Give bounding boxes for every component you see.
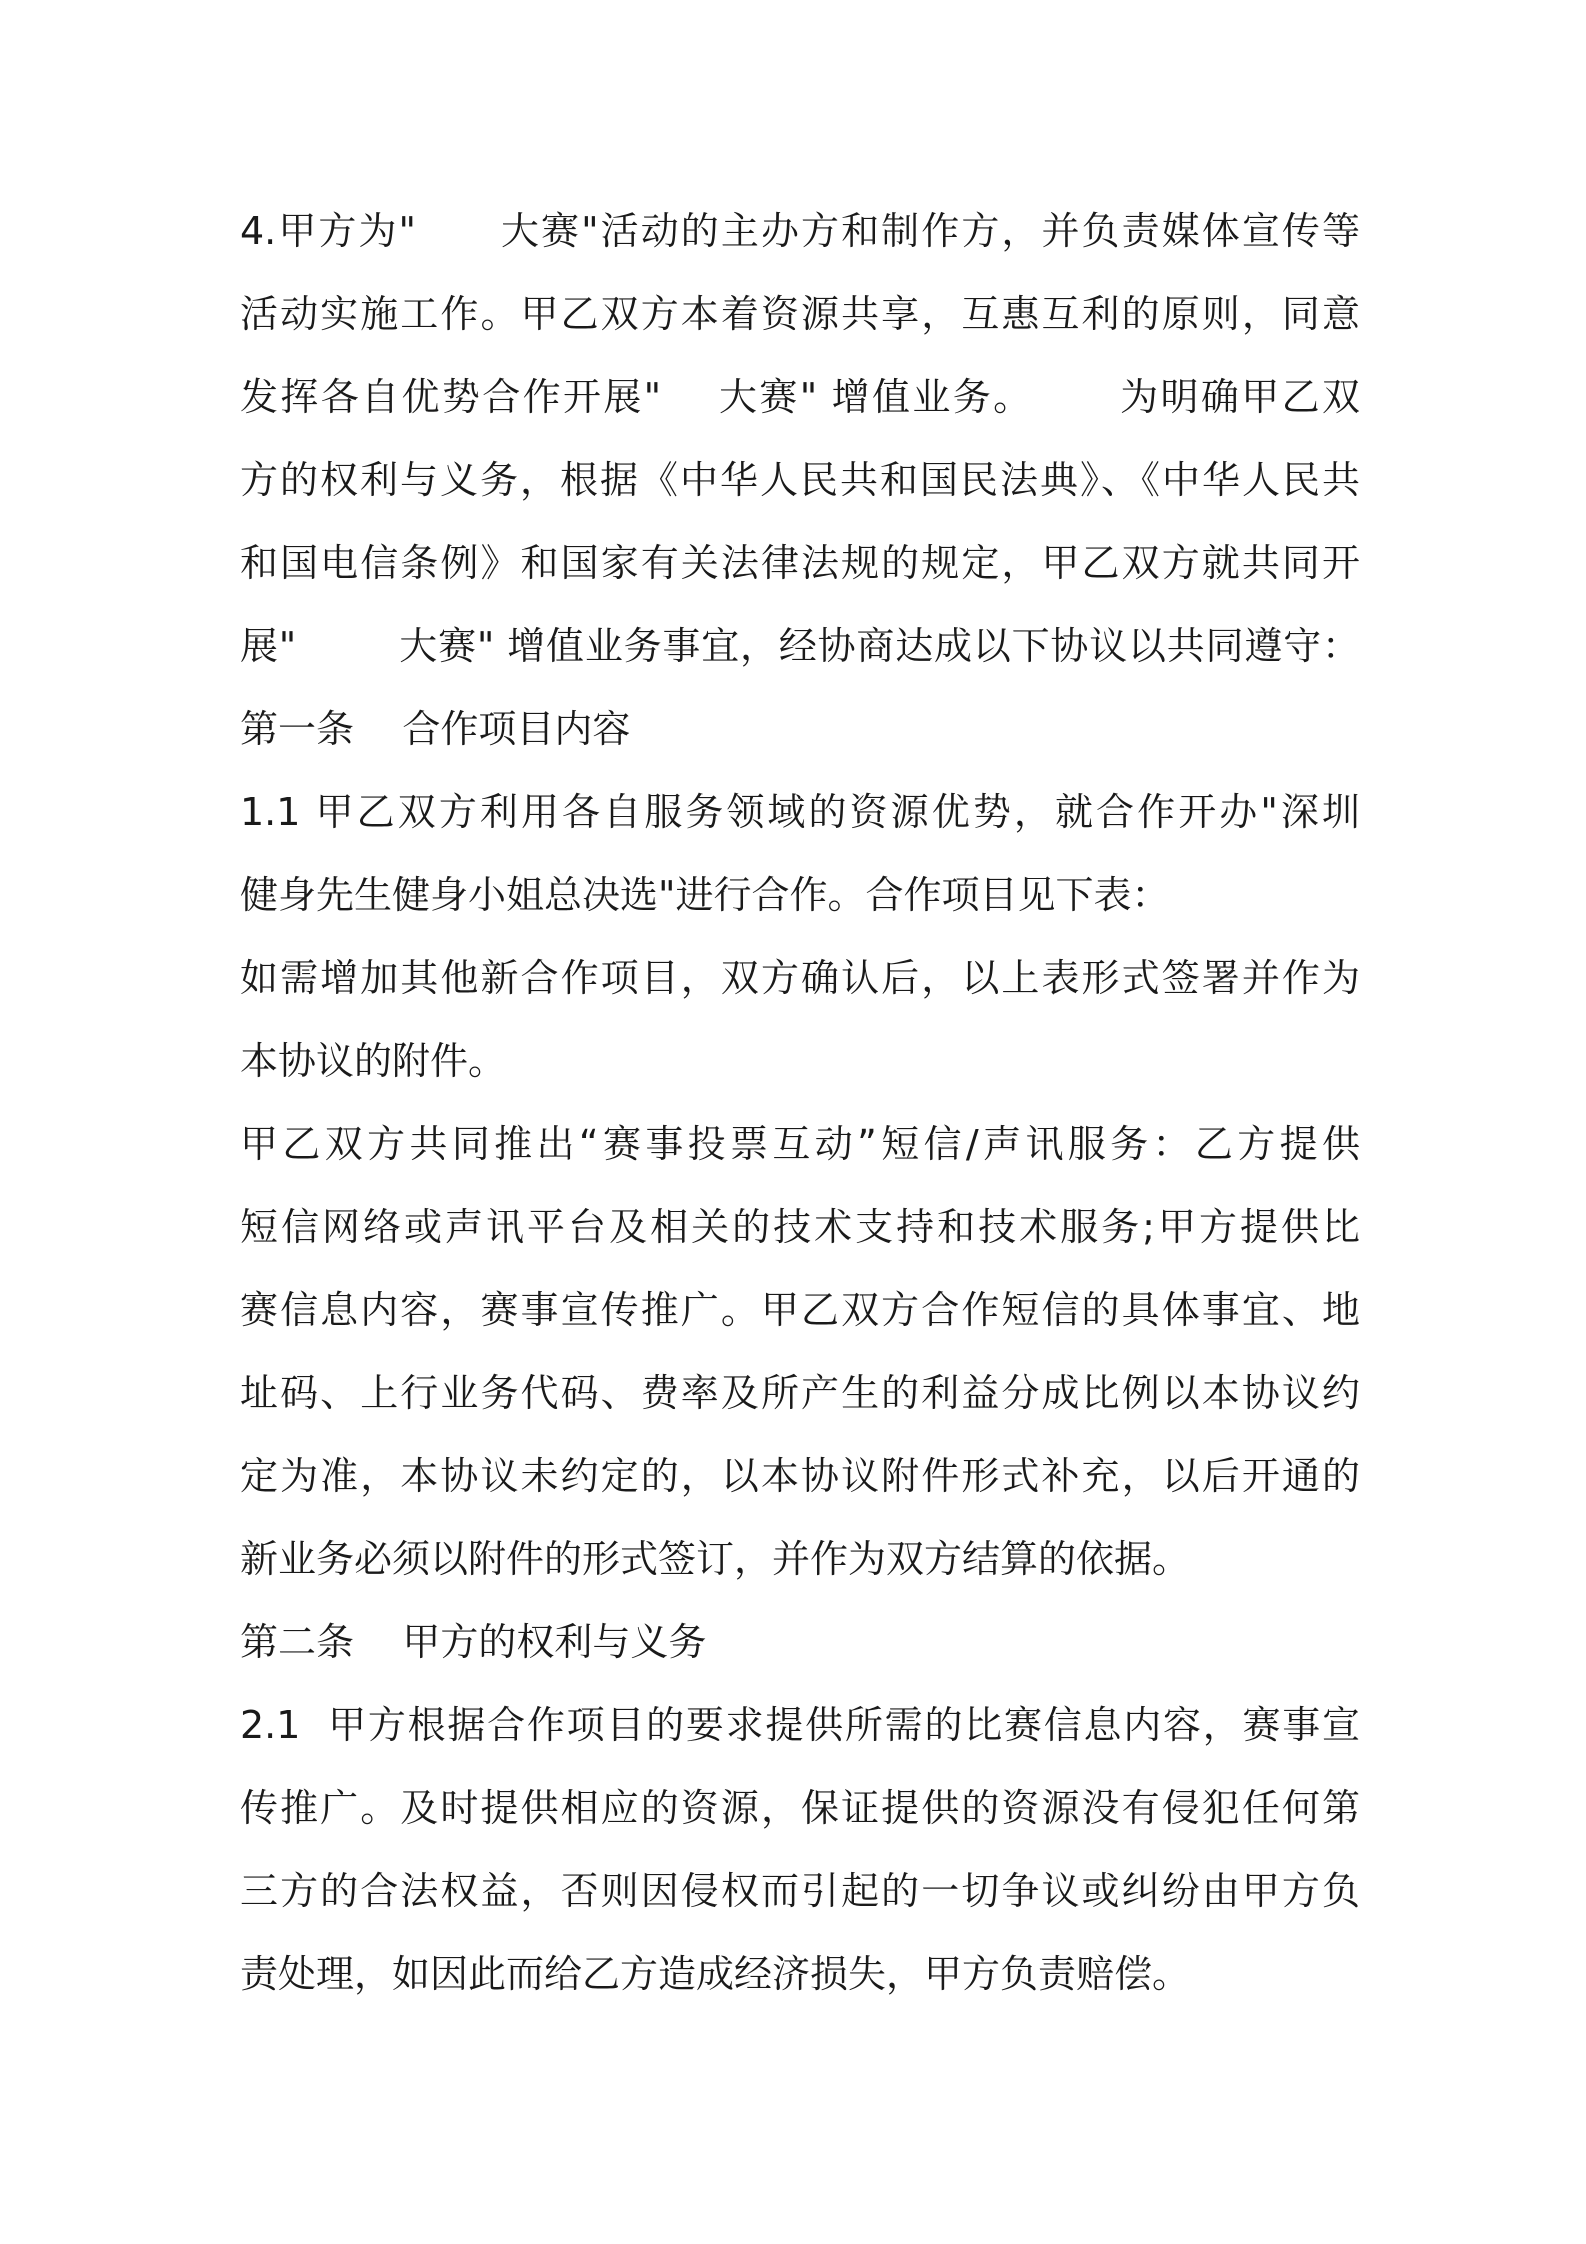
text-line: 4.甲方为" 大赛"活动的主办方和制作方，并负责媒体宣传等 [240, 209, 1360, 253]
text-line: 三方的合法权益，否则因侵权而引起的一切争议或纠纷由甲方负 [240, 1869, 1360, 1913]
text-line: 活动实施工作。甲乙双方本着资源共享，互惠互利的原则，同意 [240, 292, 1360, 336]
text-line: 方的权利与义务，根据《中华人民共和国民法典》、《中华人民共 [240, 458, 1360, 502]
text-line: 址码、上行业务代码、费率及所产生的利益分成比例以本协议约 [240, 1371, 1360, 1415]
text-line: 如需增加其他新合作项目，双方确认后，以上表形式签署并作为 [240, 956, 1360, 1000]
text-line: 赛信息内容，赛事宣传推广。甲乙双方合作短信的具体事宜、地 [240, 1288, 1360, 1332]
section-heading: 第二条 甲方的权利与义务 [240, 1620, 707, 1664]
text-line: 发挥各自优势合作开展" 大赛" 增值业务。 为明确甲乙双 [240, 375, 1360, 419]
text-line: 1.1 甲乙双方利用各自服务领域的资源优势，就合作开办"深圳 [240, 790, 1360, 834]
text-line: 短信网络或声讯平台及相关的技术支持和技术服务;甲方提供比 [240, 1205, 1360, 1249]
text-line: 2.1 甲方根据合作项目的要求提供所需的比赛信息内容，赛事宣 [240, 1703, 1360, 1747]
document-body [240, 190, 1360, 2016]
text-line: 健身先生健身小姐总决选"进行合作。合作项目见下表： [240, 873, 1170, 917]
text-line: 甲乙双方共同推出“赛事投票互动”短信/声讯服务：乙方提供 [240, 1122, 1360, 1166]
text-line: 新业务必须以附件的形式签订，并作为双方结算的依据。 [240, 1537, 1191, 1581]
text-line: 和国电信条例》和国家有关法律法规的规定，甲乙双方就共同开 [240, 541, 1360, 585]
section-heading: 第一条 合作项目内容 [240, 707, 631, 751]
text-line: 传推广。及时提供相应的资源，保证提供的资源没有侵犯任何第 [240, 1786, 1360, 1830]
text-line: 本协议的附件。 [240, 1039, 507, 1083]
text-line: 定为准，本协议未约定的，以本协议附件形式补充，以后开通的 [240, 1454, 1360, 1498]
text-line: 责处理，如因此而给乙方造成经济损失，甲方负责赔偿。 [240, 1952, 1191, 1996]
text-line: 展" 大赛" 增值业务事宜，经协商达成以下协议以共同遵守： [240, 624, 1360, 668]
